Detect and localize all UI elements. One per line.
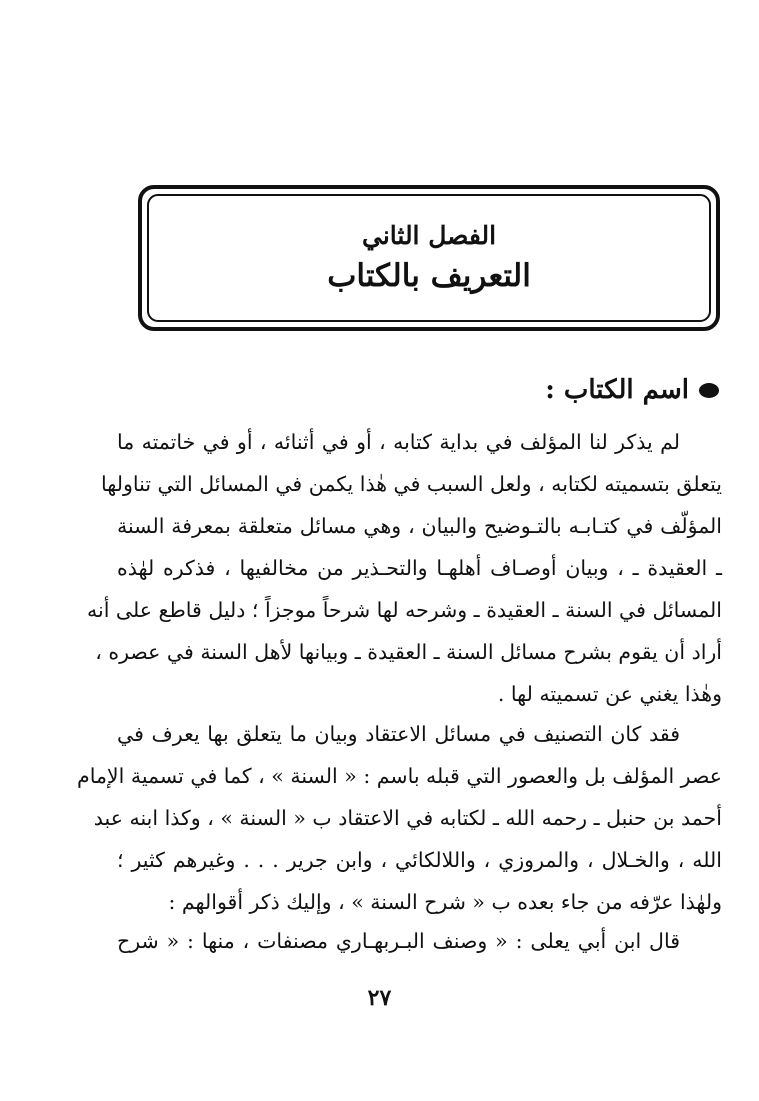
text-line: أحمد بن حنبل ـ رحمه الله ـ لكتابه في الاعتقاد ب « السنة » ، وكذا ابنه عبد — [93, 806, 722, 830]
bullet-icon — [699, 383, 719, 398]
chapter-title-frame-inner — [147, 194, 711, 322]
chapter-label: الفصل الثاني — [361, 220, 497, 250]
text-line: ـ العقيدة ـ ، وبيان أوصـاف أهلهـا والتحـذير من مخالفيها ، فذكره لهٰذه — [117, 556, 722, 580]
text-line: وهٰذا يغني عن تسميته لها . — [497, 682, 722, 706]
text-line: المؤلّف في كتـابـه بالتـوضيح والبيان ، وهي مسائل متعلقة بمعرفة السنة — [117, 514, 722, 538]
paragraph-2 — [77, 713, 722, 923]
paragraph-3 — [117, 920, 722, 962]
text-line: ولهٰذا عرّفه من جاء بعده ب « شرح السنة » ، وإليك ذكر أقوالهم : — [168, 890, 722, 914]
section-heading-text: اسم الكتاب : — [545, 375, 689, 405]
chapter-title: التعريف بالكتاب — [327, 258, 531, 295]
text-line: المسائل في السنة ـ العقيدة ـ وشرحه لها شرحاً موجزاً ؛ دليل قاطع على أنه — [87, 598, 722, 622]
page-number: ٢٧ — [367, 985, 392, 1011]
text-line: الله ، والخـلال ، والمروزي ، واللالكائي ، وابن جرير . . . وغيرهم كثير ؛ — [117, 848, 722, 872]
text-line: أراد أن يقوم بشرح مسائل السنة ـ العقيدة ـ وبيانها لأهل السنة في عصره ، — [95, 640, 722, 664]
chapter-title-frame — [138, 185, 720, 331]
section-heading — [545, 375, 719, 405]
text-line: لم يذكر لنا المؤلف في بداية كتابه ، أو في أثنائه ، أو في خاتمته ما — [117, 430, 680, 454]
text-line: عصر المؤلف بل والعصور التي قبله باسم : « السنة » ، كما في تسمية الإمام — [77, 764, 722, 788]
text-line: قال ابن أبي يعلى : « وصنف البـربهـاري مصنفات ، منها : « شرح — [117, 929, 680, 953]
paragraph-1 — [87, 421, 722, 715]
text-line: يتعلق بتسميته لكتابه ، ولعل السبب في هٰذا يكمن في المسائل التي تناولها — [101, 472, 722, 496]
text-line: فقد كان التصنيف في مسائل الاعتقاد وبيان ما يتعلق بها يعرف في — [117, 722, 680, 746]
